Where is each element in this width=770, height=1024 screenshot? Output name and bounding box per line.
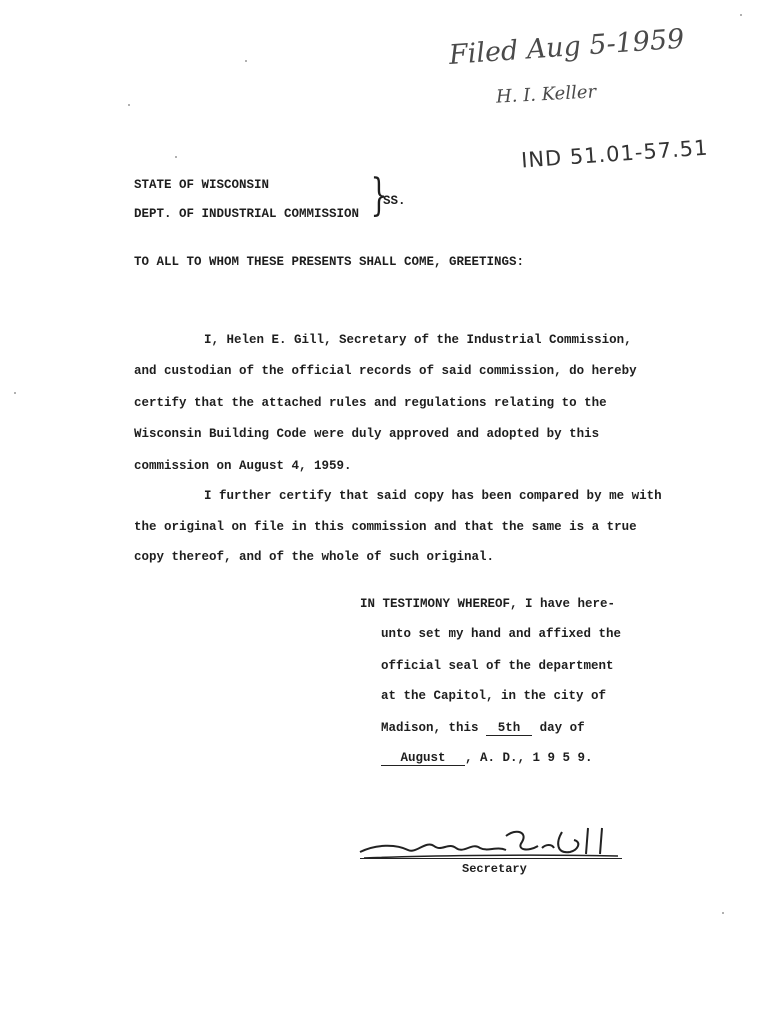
signature-title: Secretary <box>462 862 527 876</box>
scan-speck <box>175 156 177 158</box>
signature-line <box>360 858 622 859</box>
testimony-line: at the Capitol, in the city of <box>381 689 607 703</box>
scan-speck <box>14 392 16 394</box>
testimony-line: IN TESTIMONY WHEREOF, I have here- <box>360 597 616 611</box>
date-line <box>381 721 585 736</box>
paragraph-1-line: commission on August 4, 1959. <box>134 459 352 473</box>
scan-speck <box>722 912 724 914</box>
testimony-line: unto set my hand and affixed the <box>381 627 622 641</box>
signature <box>356 822 626 866</box>
paragraph-2-line: copy thereof, and of the whole of such original. <box>134 550 495 564</box>
ss-label: SS. <box>383 194 406 208</box>
initials-annotation: H. I. Keller <box>495 81 597 108</box>
heading-brace: } <box>370 170 388 221</box>
month-value: August <box>381 751 465 766</box>
dept-heading: DEPT. OF INDUSTRIAL COMMISSION <box>134 207 360 221</box>
paragraph-2-line: I further certify that said copy has been compared by me with <box>204 489 662 503</box>
date-prefix: Madison, this <box>381 721 479 735</box>
paragraph-1-line: certify that the attached rules and regulations relating to the <box>134 396 607 410</box>
date-mid: day of <box>539 721 585 735</box>
paragraph-1-line: and custodian of the official records of said commission, do hereby <box>134 364 637 378</box>
state-heading: STATE OF WISCONSIN <box>134 178 270 192</box>
date-suffix: , A. D., 1 9 5 9. <box>465 751 593 765</box>
scan-speck <box>740 14 742 16</box>
scan-speck <box>245 60 247 62</box>
day-value: 5th <box>486 721 532 736</box>
testimony-line: official seal of the department <box>381 659 614 673</box>
paragraph-1-line: Wisconsin Building Code were duly approved and adopted by this <box>134 427 600 441</box>
document-number: IND 51.01-57.51 <box>520 135 710 173</box>
greeting: TO ALL TO WHOM THESE PRESENTS SHALL COME, GREETINGS: <box>134 255 525 269</box>
scan-speck <box>128 104 130 106</box>
filed-annotation: Filed Aug 5-1959 <box>448 23 686 71</box>
paragraph-1-line: I, Helen E. Gill, Secretary of the Industrial Commission, <box>204 333 632 347</box>
month-line <box>381 751 593 766</box>
paragraph-2-line: the original on file in this commission and that the same is a true <box>134 520 637 534</box>
